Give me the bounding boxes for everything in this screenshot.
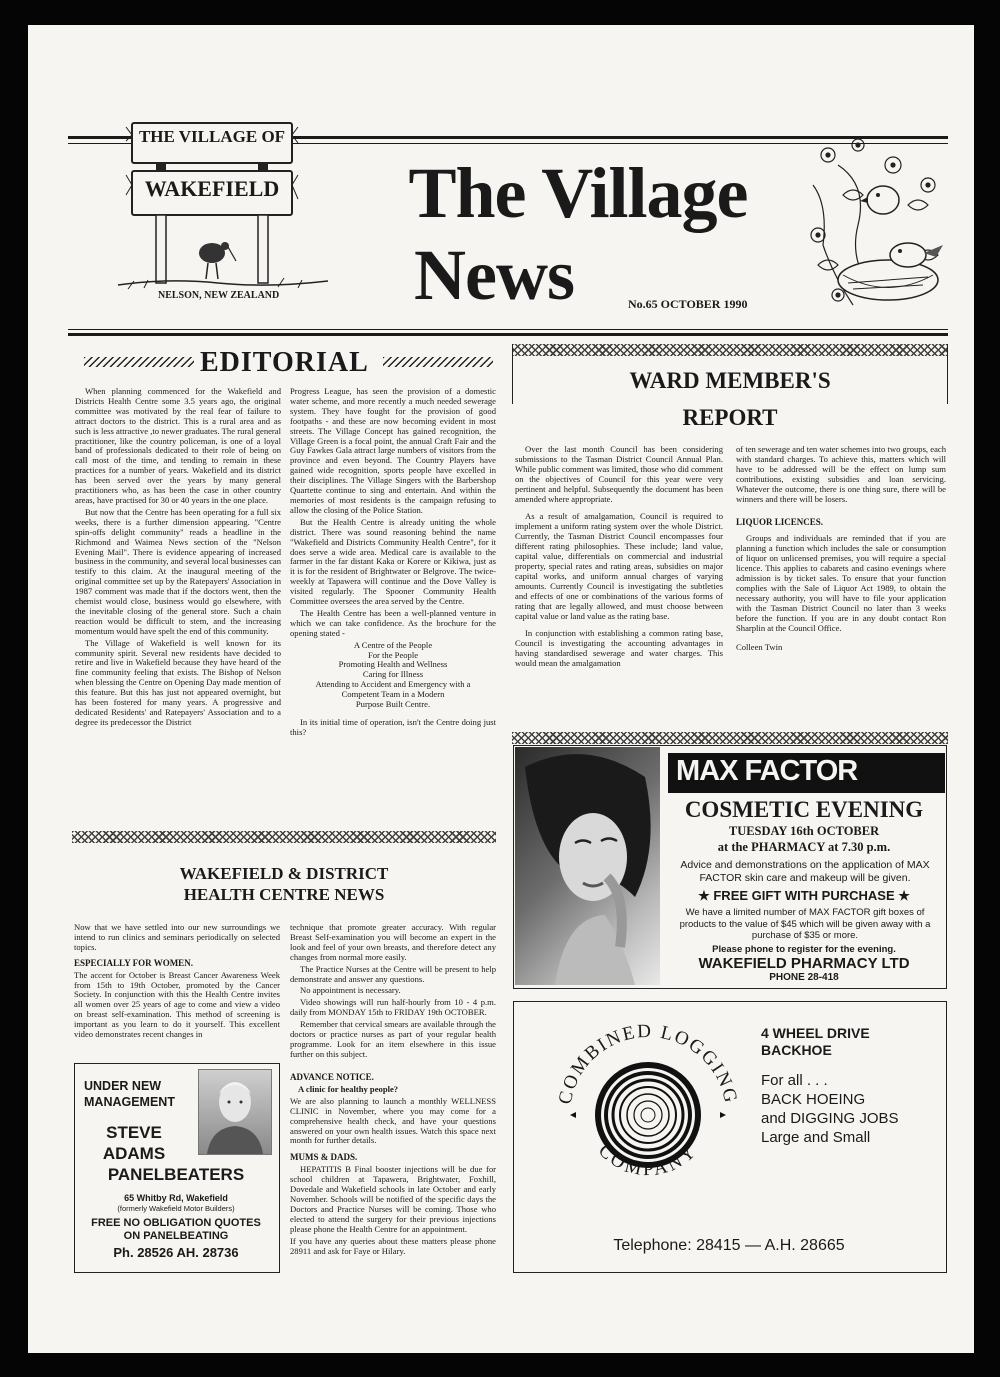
editorial-heading: EDITORIAL — [200, 347, 369, 378]
issue-number: No.65 OCTOBER 1990 — [628, 297, 748, 311]
health-column-2 — [290, 923, 496, 1062]
cosmetic-evening-advice: Advice and demonstrations on the application of MAX FACTOR skin care and makeup will be given. — [680, 859, 930, 884]
masthead-bottom-rule-thin — [68, 329, 948, 330]
editorial-paragraph: Progress League, has seen the provision of a domestic water scheme, and more recently a much needed sewerage system. They have fought for the provision of good footpaths - and these are now becoming evident in most streets. The Village Concept has gained recognition, the Village Green is a focal point, the annual Craft Fair and the Guy Fawkes Gala attract large numbers of visitors from the province and even beyond. The Country Players have gained wide recognition, sports people have excelled in their disciplines. The Village Singers with the Barbershop Quartette continue to sing and entertain. And within the memories of most residents is the campaign refusing to allow the closing of the Police Station. — [290, 386, 496, 515]
logging-work2: and DIGGING JOBS — [761, 1110, 899, 1127]
log-rings-logo-icon — [548, 1015, 748, 1215]
mums-dads-text-2: If you have any queries about these matters please phone 28911 and ask for Faye or Hilary. — [290, 1235, 496, 1256]
panel-formerly: (formerly Wakefield Motor Builders) — [117, 1204, 235, 1213]
ward-paragraph: of ten sewerage and ten water schemes into two groups, each with standard charges. To achieve this, matters which will have to be addressed will be the effect on lump sum contributions, existing subsidies and loan servicing. Whatever the outcome, there is one thing sure, there will be winners and there will be losers. — [736, 444, 946, 504]
mums-dads-heading: MUMS & DADS. — [290, 1152, 358, 1163]
logo-arc-top: COMBINED LOGGING — [554, 1020, 742, 1107]
sign-line1: THE VILLAGE OF — [138, 127, 286, 146]
owner-photo — [198, 1069, 272, 1155]
panel-phone: Ph. 28526 AH. 28736 — [113, 1245, 239, 1260]
mums-dads-text: HEPATITIS B Final booster injections will be due for school children at Tapawera, Brightwater, Foxhill, Dovedale and Wakefield schools in late October and early November. Schools will be notified of the specific days the Doctors and Practice Nurses will be coming. Those who elected to attend the surgery for their previous injections please phone the Health Centre for an appointment. — [290, 1164, 496, 1234]
advance-notice-sub: A clinic for healthy people? — [298, 1083, 399, 1094]
health-paragraph: technique that promote greater accuracy. With regular Breast Self-examination you will become an expert in the look and feel of your own breasts, and therefore detect any changes from normal more easily. — [290, 922, 496, 962]
ward-top-border — [512, 344, 948, 356]
panel-name3: PANELBEATERS — [107, 1165, 245, 1184]
women-heading: ESPECIALLY FOR WOMEN. — [74, 957, 193, 968]
editorial-right-ornament — [383, 357, 493, 367]
editorial-left-ornament — [84, 357, 194, 367]
ward-paragraph: As a result of amalgamation, Council is required to implement a uniform rating system over the whole District. Currently, the Tasman District Council encompasses four different rating philosophies. These include; land value, capital value, differentials on commercial and industrial property, special rates and rating areas, subsidies on major capital works, and uniform annual charges of varying amounts. Currently Council is investigating the subtleties and effects of one or combinations of the various forms of rating that are legally allowed, and must choose between capital value or land value as the rating base. — [515, 511, 723, 621]
pharmacy-phone: PHONE 28-418 — [769, 972, 839, 983]
bird-icon — [867, 186, 899, 214]
editorial-paragraph: But the Health Centre is already uniting the whole district. There was sound reasoning behind the name "Wakefield and Districts Community Health Centre", for it does serve a wide area. Medical care is available to the farmer in the far distant Kaka or Korere or Kikiwa, just as it is for the resident of Brightwater or Belgrove. The twice-weekly at Tapawera will continue and the Dove Valley is visited regularly. The Spooner Community Health Committee oversees the area served by the Centre. — [290, 516, 496, 607]
logging-phone: Telephone: 28415 — A.H. 28665 — [613, 1237, 845, 1254]
ward-heading-line1: WARD MEMBER'S — [629, 368, 831, 393]
ward-column-1 — [515, 445, 723, 671]
brochure-line: For the People — [367, 649, 419, 660]
health-paragraph: Remember that cervical smears are available through the doctors or practice nurses as part of your regular health programme. Look for an item elsewhere in this issue further on this subject. — [290, 1019, 496, 1059]
panel-line2: MANAGEMENT — [84, 1095, 175, 1109]
gift-details: We have a limited number of MAX FACTOR gift boxes of products to the value of $45 which will be given away with a purchase of $35 or more. — [679, 907, 931, 941]
editorial-paragraph: But now that the Centre has been operating for a full six weeks, there is a further dimension appearing. "Centre spin-offs delight community" reads a headline in the Richmond and Waimea News section of the "Nelson Evening Mail". There is evidence appearing of increased business in the community, and several local businesses can testify to this claim. At the inaugural meeting of the original committee set up by the Ratepayers' Association in 1987 comment was made that if the doctors went, then the chemist would close, business would go elsewhere, with the inevitable closing of the general store. Such a chain reaction would be difficult to stem, and the increasing momentum would have spelt the end of this community. — [75, 506, 281, 636]
brochure-line: A Centre of the People — [353, 639, 433, 650]
free-gift-line: ★ FREE GIFT WITH PURCHASE ★ — [698, 888, 910, 903]
masthead-location: NELSON, NEW ZEALAND — [158, 290, 280, 301]
women-text: The accent for October is Breast Cancer Awareness Week from 15th to 19th October, promoted by the Cancer Society. In conjunction with this the Health Centre invites all women over 25 years of age to come and view a video on breast self-examination. This method of screening is important as you learn to do it yourself. This excellent video demonstrates recent changes in — [74, 969, 280, 1040]
brochure-line: Caring for Illness — [362, 669, 424, 680]
masthead-bottom-rule — [68, 333, 948, 336]
health-heading-line1: WAKEFIELD & DISTRICT — [179, 864, 389, 883]
logging-for-all: For all . . . — [761, 1072, 828, 1089]
health-paragraph: The Practice Nurses at the Centre will be present to help demonstrate and answer any questions. — [290, 963, 496, 984]
health-paragraph: Now that we have settled into our new surroundings we intend to run clinics and seminars periodically on selected topics. — [74, 922, 280, 952]
health-heading-line2: HEALTH CENTRE NEWS — [183, 885, 385, 904]
health-column-1 — [74, 923, 280, 1042]
health-paragraph: Video showings will run half-hourly from 10 - 4 p.m. daily from MONDAY 15th to FRIDAY 19th OCTOBER. — [290, 997, 496, 1018]
cosmetic-evening-title: COSMETIC EVENING — [684, 797, 924, 822]
advance-notice-heading: ADVANCE NOTICE. — [290, 1072, 374, 1082]
masthead-title-line2: News — [414, 235, 574, 315]
editorial-column-2 — [290, 387, 496, 740]
logging-work3: Large and Small — [761, 1129, 871, 1146]
ward-heading-line2: REPORT — [682, 405, 778, 430]
brochure-line: Competent Team in a Modern — [341, 689, 445, 700]
ward-paragraph: Over the last month Council has been considering submissions to the Tasman District Council Annual Plan. While public comment was limited, those who did comment on the objectives of Council for this year were very pertinent and helpful. Subsequently the document has been amended where appropriate. — [515, 444, 723, 504]
editorial-paragraph: The Village of Wakefield is well known for its community spirit. Several new residents have decided to retire and live in Wakefield because they have heard of the fine community feeling that exists. The Bishop of Nelson when blessing the Centre on Opening Day made mention of this feature. But this has just not appeared overnight, but has been fostered for many years. A progressive and dedicated Residents' and Ratepayers' Association and to a degree its predecessor the District — [75, 637, 281, 727]
cosmetic-evening-date: TUESDAY 16th OCTOBER — [728, 824, 880, 838]
logging-service2: BACKHOE — [761, 1042, 832, 1058]
liquor-licences-heading: LIQUOR LICENCES. — [736, 517, 824, 528]
brochure-line: Promoting Health and Wellness — [338, 659, 448, 670]
ward-bottom-border — [512, 732, 948, 744]
advance-notice-text: We are also planning to launch a monthly WELLNESS CLINIC in November, where you may come for a comprehensive health check, and have your questions answered on your own health issues. Watch this space next month for further details. — [290, 1095, 496, 1146]
cosmetic-evening-place: at the PHARMACY at 7.30 p.m. — [717, 840, 891, 854]
editorial-closing: In its initial time of operation, isn't the Centre doing just this? — [290, 717, 496, 737]
ward-column-2 — [736, 445, 946, 655]
editorial-paragraph: When planning commenced for the Wakefield and Districts Health Centre some 3.5 years ago, the original committee was motivated by the real fear of failure to attract doctors to the district. This is a rural area and as such is less attractive ,to newer graduates. The rural general practitioner, like the country policeman, is one of a loyal band of professionals dedicated to their role of being on call most of the time, and tending to remain in these practices for a number of years. Wakefield and its district has been served over the years by many general practitioners who, as has been the case in other country areas, have practised for 30 or 40 years in the one place. — [75, 386, 281, 505]
panel-line1: UNDER NEW — [84, 1079, 162, 1093]
liquor-licences-text: Groups and individuals are reminded that if you are planning a function which includes the sale or consumption of liquor on unlicensed premises, you will require a special licence. This applies to cabarets and casino evenings where admission is by ticket sales. To ensure that your function complies with the Sale of Liquor Act 1989, to obtain the necessary authority, you will have to file your application with the Tasman District Council no later than 3 weeks before the function. If you are in any doubt contact Ron Sharplin at the Council Office. — [736, 533, 946, 633]
ward-paragraph: In conjunction with establishing a common rating base, Council is investigating the accounting advantages in having standardised sewerage and water charges. This would mean the amalgamation — [515, 628, 723, 669]
sign-line2: WAKEFIELD — [144, 176, 280, 201]
panel-address: 65 Whitby Rd, Wakefield — [124, 1193, 228, 1203]
logging-service1: 4 WHEEL DRIVE — [761, 1025, 870, 1041]
logging-work1: BACK HOEING — [761, 1091, 866, 1108]
logo-arc-bottom: COMPANY — [594, 1140, 702, 1181]
editorial-column-1 — [75, 387, 281, 730]
ward-signature: Colleen Twin — [736, 642, 783, 653]
max-factor-brand: MAX FACTOR — [676, 755, 858, 787]
pharmacy-name: WAKEFIELD PHARMACY LTD — [698, 955, 910, 972]
health-column-3 — [290, 1073, 496, 1258]
register-note: Please phone to register for the evening. — [712, 944, 896, 955]
panel-offer2: ON PANELBEATING — [123, 1230, 229, 1242]
panel-name2: ADAMS — [102, 1144, 166, 1163]
brochure-line: Purpose Built Centre. — [355, 699, 431, 710]
panel-offer1: FREE NO OBLIGATION QUOTES — [91, 1217, 261, 1229]
health-top-border — [72, 831, 496, 843]
brochure-line: Attending to Accident and Emergency with a — [315, 679, 471, 690]
editorial-paragraph: The Health Centre has been a well-planned venture in which we can take confidence. As the brochure for the opening stated - — [290, 607, 496, 638]
bird-nest-illustration — [798, 125, 958, 325]
panel-name1: STEVE — [106, 1123, 162, 1142]
model-portrait-photo — [515, 747, 660, 985]
masthead-title-line1: The Village — [408, 153, 748, 233]
newspaper-page — [28, 25, 974, 1353]
health-paragraph: No appointment is necessary. — [300, 985, 401, 996]
